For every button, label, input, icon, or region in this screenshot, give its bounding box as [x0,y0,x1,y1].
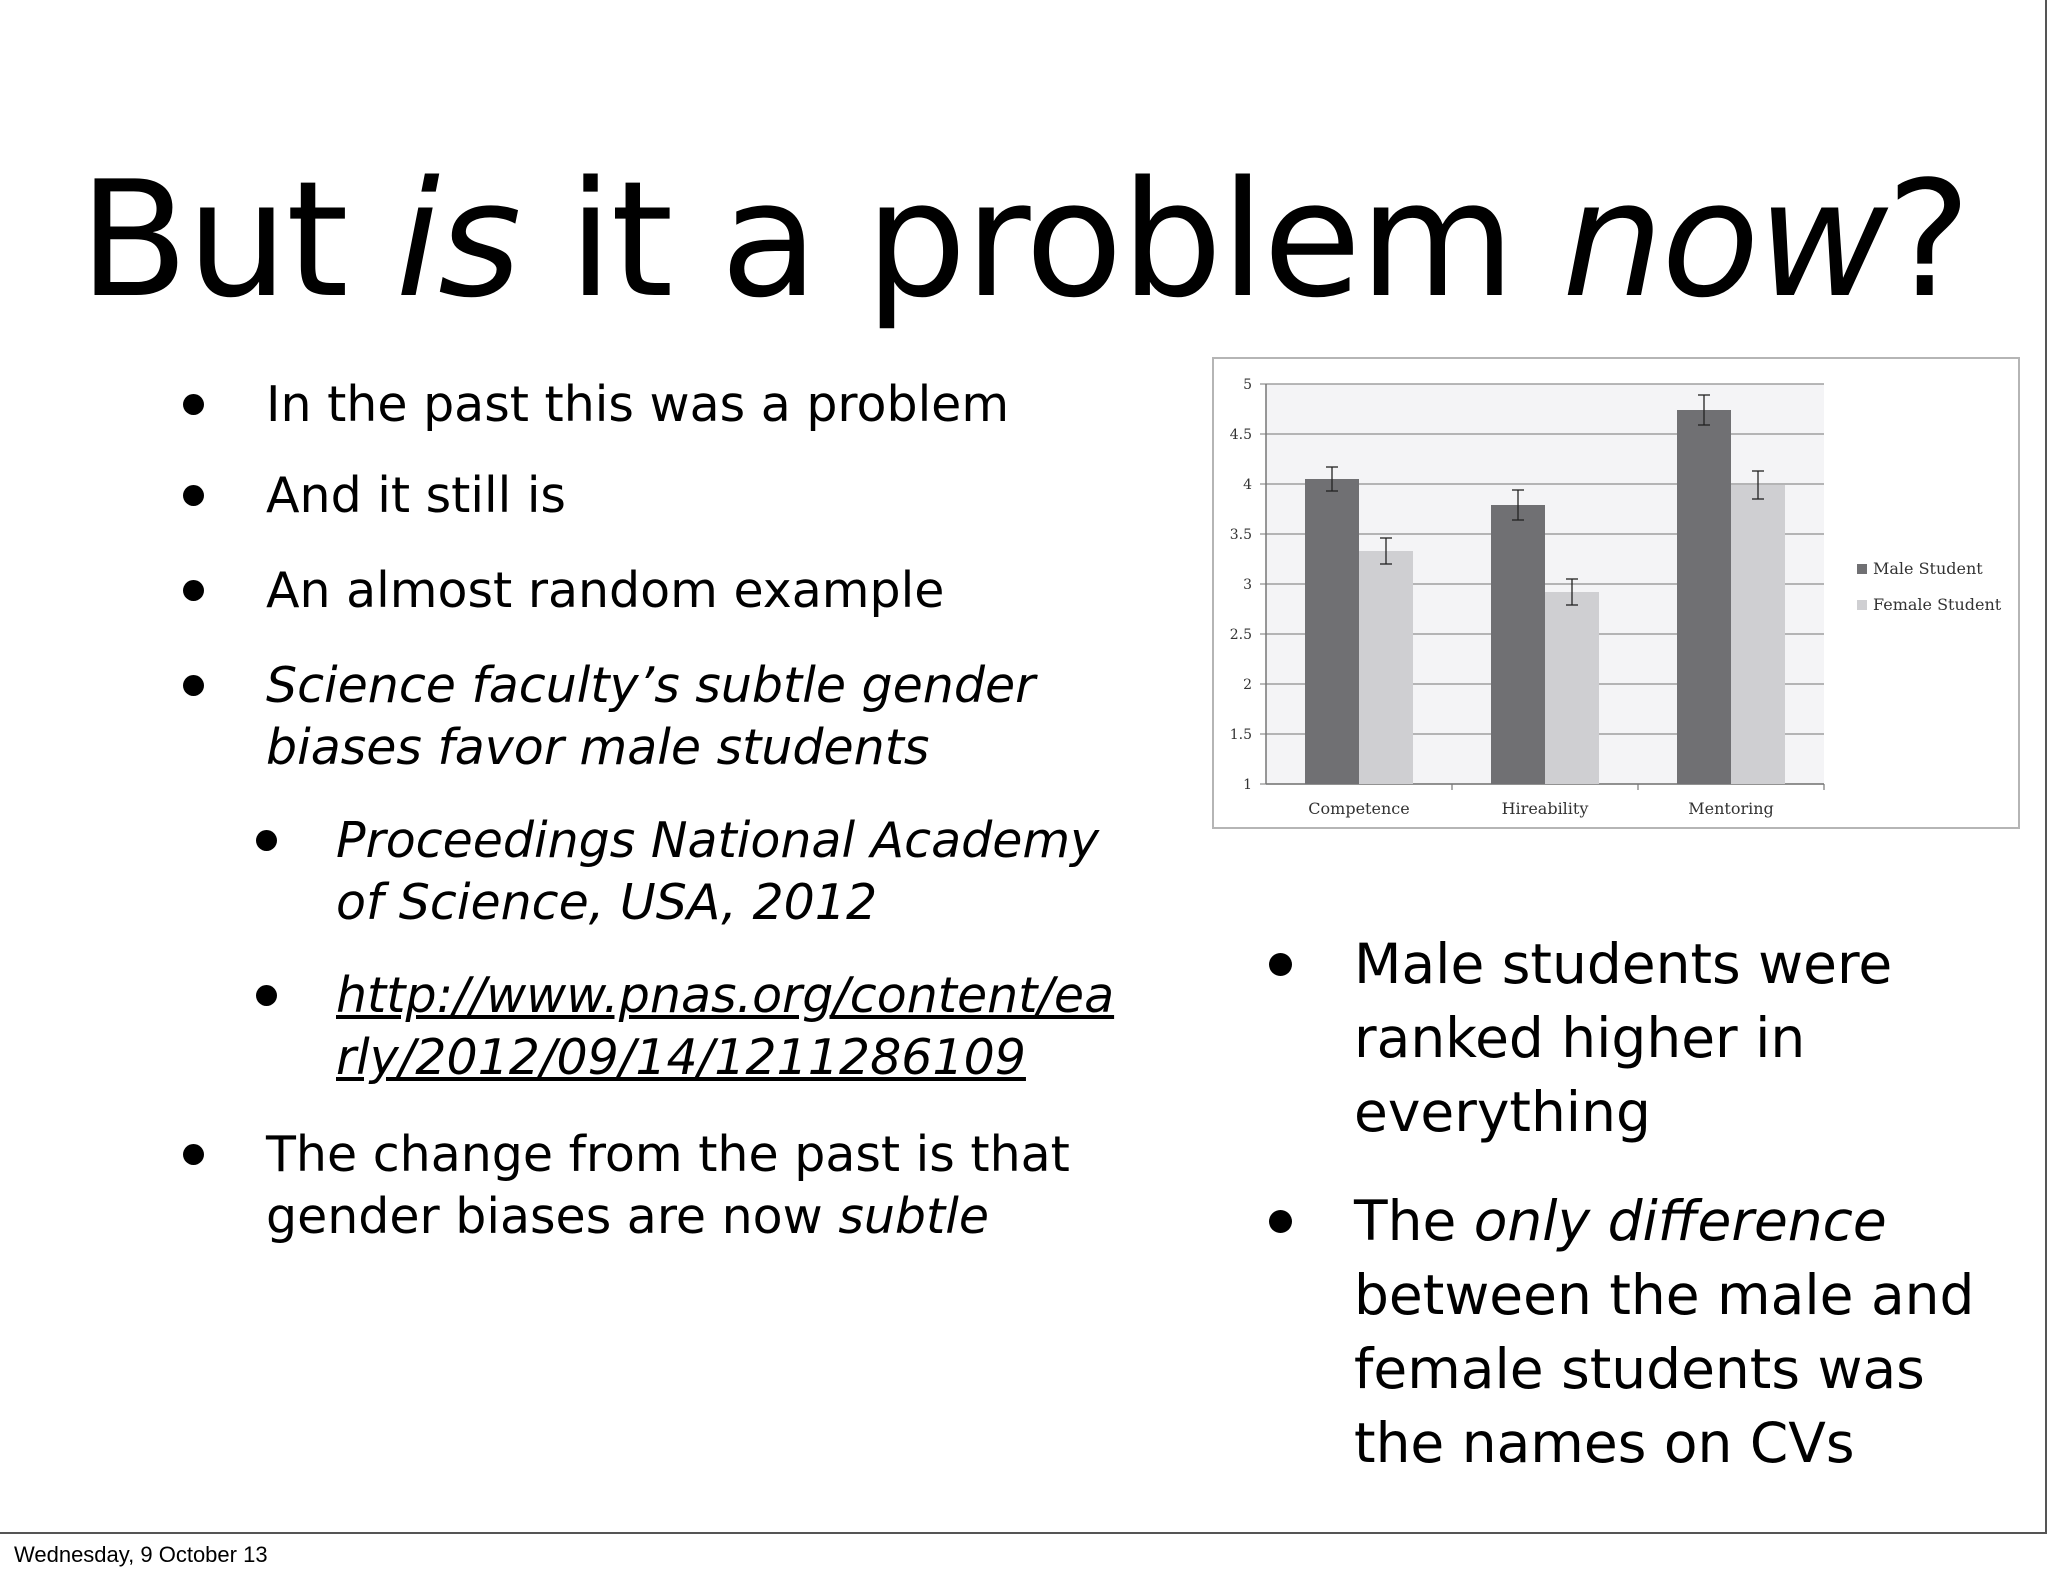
bar-male-student [1491,505,1545,784]
bullet-dot [183,1144,204,1165]
legend-label: Male Student [1873,559,1983,578]
x-tick-label: Hireability [1501,799,1589,818]
bullet-item [266,560,1206,622]
bullet-dot [256,985,277,1006]
bullet-dot [256,830,277,851]
y-tick-label: 4.5 [1229,427,1252,443]
y-tick-label: 3.5 [1229,527,1252,543]
bar-female-student [1545,592,1599,784]
bullet-dot [183,485,204,506]
bullet-text: Science faculty’s subtle gender biases favor male students [266,657,1036,776]
chart-svg [1214,359,2018,827]
y-tick-label: 3 [1243,577,1252,593]
bullet-item [1354,927,1994,1149]
bullet-text: The only difference between the male and female students was the names on CVs [1354,1189,1975,1475]
bullet-item [266,374,1206,436]
bar-female-student [1731,485,1785,784]
y-tick-label: 2 [1243,677,1252,693]
bullet-text: An almost random example [266,562,945,619]
title-part-italic: now [1562,146,1887,333]
bullet-item [266,655,1196,779]
slide-date-footer: Wednesday, 9 October 13 [14,1542,268,1567]
bar-male-student [1305,479,1359,784]
emphasis: only difference [1473,1189,1887,1253]
y-tick-label: 1 [1243,777,1252,793]
title-part-italic: is [395,146,520,333]
title-part: But [78,146,396,333]
bullet-item [1354,1184,2024,1480]
y-tick-label: 4 [1243,477,1252,493]
slide-title [0,146,2048,333]
bullet-text: Proceedings National Academy of Science, USA, 2012 [336,812,1100,931]
title-part: ? [1886,146,1970,333]
y-tick-label: 1.5 [1229,727,1252,743]
bullet-text: And it still is [266,467,566,524]
bullet-dot [1269,953,1292,976]
title-part: it a problem [519,146,1563,333]
bar-female-student [1359,551,1413,784]
bullet-dot [183,675,204,696]
bullet-text: In the past this was a problem [266,376,1010,433]
emphasis: subtle [838,1188,989,1245]
bullet-dot [1269,1210,1292,1233]
legend-swatch [1857,564,1867,574]
bar-chart [1212,357,2020,829]
bullet-item [266,465,1206,527]
bullet-text: The change from the past is that gender biases are now subtle [266,1126,1070,1245]
x-tick-label: Mentoring [1688,799,1774,818]
bullet-dot [183,580,204,601]
legend-label: Female Student [1873,595,2002,614]
y-tick-label: 2.5 [1229,627,1252,643]
bullet-dot [183,394,204,415]
sub-bullet-item [336,810,1136,934]
bullet-item [266,1124,1196,1248]
x-tick-label: Competence [1308,799,1410,818]
legend-swatch [1857,600,1867,610]
sub-bullet-item [336,965,1116,1089]
reference-link[interactable]: http://www.pnas.org/content/early/2012/09/14/1211286109 [336,967,1115,1086]
bar-male-student [1677,410,1731,784]
y-tick-label: 5 [1243,377,1252,393]
bullet-text: Male students were ranked higher in everything [1354,932,1893,1144]
